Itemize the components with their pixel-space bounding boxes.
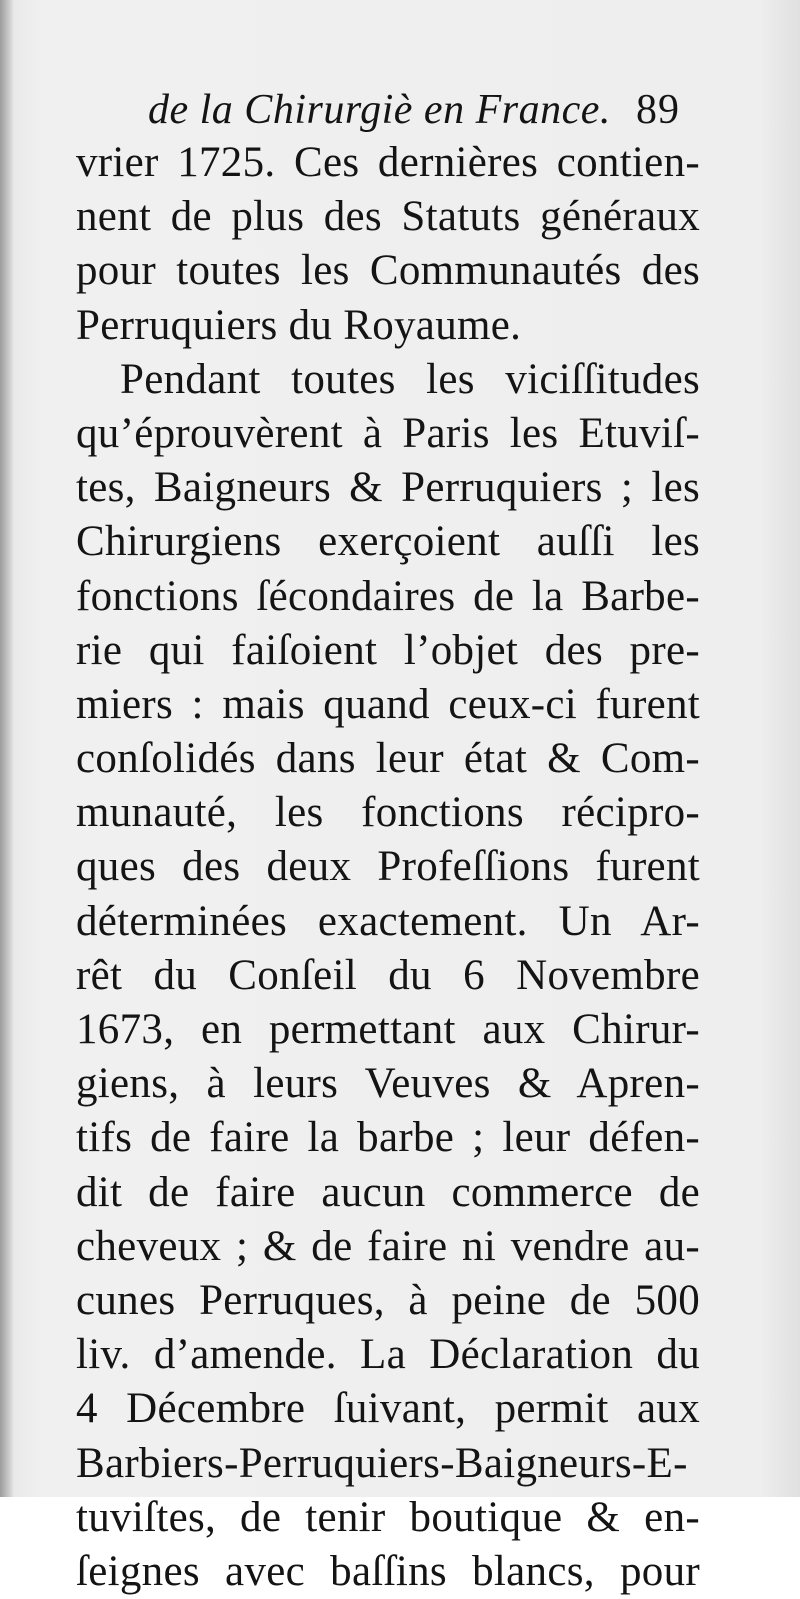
text-line: nent de plus des Statuts généraux (76, 193, 700, 241)
text-line: tuviſtes, de tenir boutique & en- (76, 1493, 700, 1541)
text-line: vrier 1725. Ces dernières contien- (76, 139, 700, 186)
text-line: Chirurgiens exerçoient auſſi les (76, 518, 700, 566)
text-line: munauté, les fonctions récipro- (76, 789, 700, 837)
text-line: Pendant toutes les viciſſitudes (120, 355, 700, 403)
body-text (76, 136, 700, 1599)
text-line: 4 Décembre ſuivant, permit aux (76, 1385, 700, 1433)
text-line: Barbiers-Perruquiers-Baigneurs-E- (76, 1439, 688, 1487)
text-line: conſolidés dans leur état & Com- (76, 735, 700, 783)
text-line: déterminées exactement. Un Ar- (76, 897, 700, 945)
text-line: ques des deux Profeſſions furent (76, 843, 700, 891)
text-line: rêt du Conſeil du 6 Novembre (76, 951, 700, 999)
text-line: giens, à leurs Veuves & Apren- (76, 1060, 700, 1108)
text-line: 1673, en permettant aux Chirur- (76, 1006, 700, 1053)
text-line: liv. d’amende. La Déclaration du (76, 1331, 700, 1379)
text-line: cheveux ; & de faire ni vendre au- (76, 1222, 700, 1270)
text-line: tes, Baigneurs & Perruquiers ; les (76, 464, 700, 512)
running-head-title: de la Chirurgiè en France. (148, 87, 611, 133)
text-line: tifs de faire la barbe ; leur défen- (76, 1114, 700, 1162)
text-line: pour toutes les Communautés des (76, 247, 700, 295)
text-line: dit de faire aucun commerce de (76, 1168, 700, 1216)
text-line: fonctions ſécondaires de la Barbe- (76, 572, 700, 620)
text-line: cunes Perruques, à peine de 500 (76, 1276, 700, 1324)
text-line: rie qui faiſoient l’objet des pre- (76, 626, 700, 674)
text-line: miers : mais quand ceux-ci furent (76, 680, 700, 728)
text-line: Perruquiers du Royaume. (76, 301, 522, 349)
text-line: ſeignes avec baſſins blancs, pour (76, 1547, 700, 1595)
text-line: qu’éprouvèrent à Paris les Etuviſ- (76, 409, 700, 457)
page-number: 89 (636, 87, 680, 133)
